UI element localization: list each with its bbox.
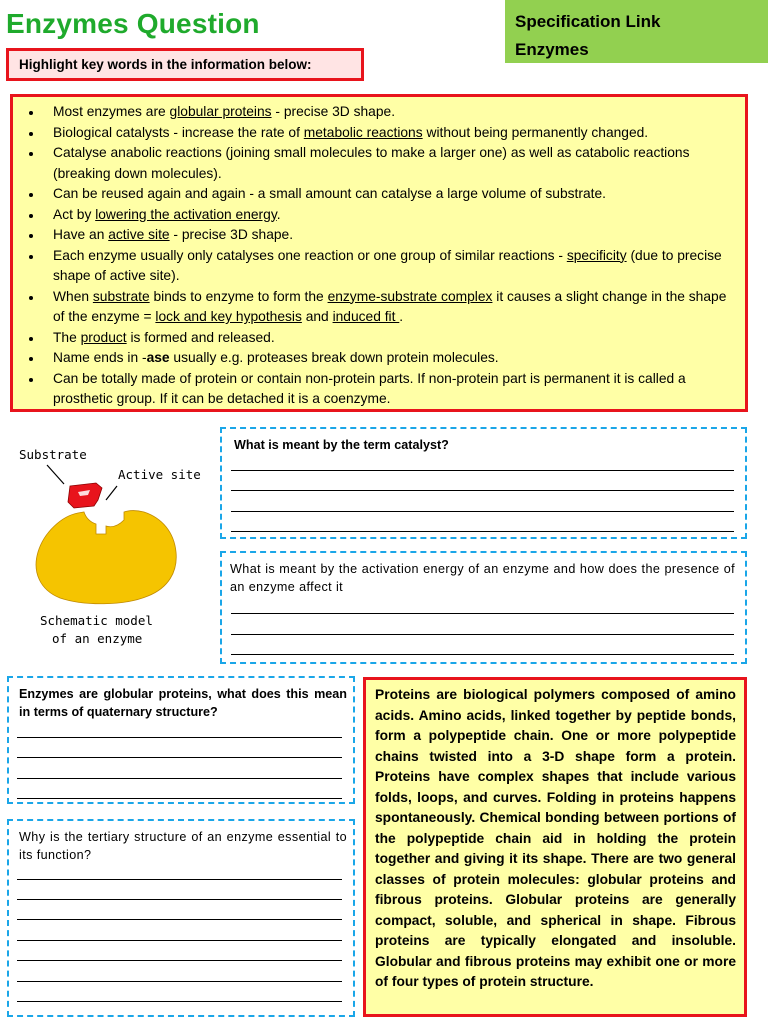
specification-link-box <box>505 0 768 63</box>
answer-line[interactable] <box>17 778 342 779</box>
substrate-pointer <box>47 465 64 484</box>
info-item <box>43 102 737 123</box>
info-item <box>43 205 737 226</box>
answer-line[interactable] <box>17 981 342 982</box>
info-text: it causes a slight change in the shape of the enzyme = <box>53 288 727 324</box>
substrate-label: Substrate <box>19 447 87 462</box>
info-text: Catalyse anabolic reactions (joining small molecules to make a larger one) as well as catabolic reactions (breaking down molecules). <box>53 145 690 181</box>
emphasised-text: ase <box>146 350 170 365</box>
question-quaternary-box <box>7 676 355 804</box>
info-text: binds to enzyme to form the <box>149 288 328 304</box>
active-site-pointer <box>106 486 117 500</box>
info-text: Each enzyme usually only catalyses one reaction or one group of similar reactions - <box>53 247 567 263</box>
key-term: product <box>80 329 127 345</box>
key-term: lowering the activation energy <box>95 206 277 222</box>
answer-line[interactable] <box>17 940 342 941</box>
key-term: specificity <box>566 247 627 263</box>
question-tertiary: Why is the tertiary structure of an enzyme essential to its function? <box>19 830 347 862</box>
info-item <box>43 143 737 184</box>
key-term: lock and key hypothesis <box>155 309 302 324</box>
info-text: - precise 3D shape. <box>169 227 294 242</box>
info-text: Can be totally made of protein or contain non-protein parts. If non-protein part is permanent it is called a prosthetic group. If it can be detached it is a coenzyme. <box>53 370 686 406</box>
info-text: Have an <box>53 227 109 242</box>
protein-information-box <box>363 677 747 1017</box>
info-text: When <box>53 288 93 304</box>
question-catalyst-box <box>220 427 747 539</box>
answer-line[interactable] <box>231 654 734 655</box>
answer-line[interactable] <box>231 511 734 512</box>
info-item <box>43 184 737 205</box>
question-quaternary: Enzymes are globular proteins, what does this mean in terms of quaternary structure? <box>19 687 347 719</box>
info-item <box>43 123 737 144</box>
answer-line[interactable] <box>17 757 342 758</box>
active-site-label: Active site <box>118 467 201 482</box>
info-item <box>43 328 737 349</box>
diagram-caption-line2: of an enzyme <box>52 631 143 646</box>
answer-line[interactable] <box>17 919 342 920</box>
answer-line[interactable] <box>231 531 734 532</box>
question-activation-energy: What is meant by the activation energy of an enzyme and how does the presence of an enzyme affect it <box>230 562 735 594</box>
key-information-box <box>10 94 748 412</box>
info-item <box>43 348 737 369</box>
question-catalyst: What is meant by the term catalyst? <box>234 438 449 452</box>
substrate-shape <box>68 483 102 508</box>
info-item <box>43 287 737 328</box>
info-text: Act by <box>53 206 96 222</box>
info-text: (due to precise shape of active site). <box>53 247 722 283</box>
info-item <box>43 246 737 287</box>
key-term: globular proteins <box>169 104 272 119</box>
protein-information-text: Proteins are biological polymers composed of amino acids. Amino acids, linked together by peptide bonds, form a polypeptide chain. One or more polypeptide chains twisted into a 3-D shape form a protein. Proteins have complex shapes that include various folds, loops, and curves. Folding in proteins happens spontaneously. Chemical bonding between portions of the polypeptide chain aid in holding the protein together and giving it its shape. There are two general classes of protein molecules: globular proteins and fibrous proteins. Globular proteins are generally compact, soluble, and spherical in shape. Fibrous proteins are typically elongated and insoluble. Globular and fibrous proteins may exhibit one or more of four types of protein structure. <box>375 687 736 989</box>
info-text: Name ends in - <box>53 350 147 365</box>
key-term: enzyme-substrate complex <box>327 288 493 304</box>
answer-line[interactable] <box>231 634 734 635</box>
info-text: without being permanently changed. <box>422 124 649 140</box>
info-text: usually e.g. proteases break down protein molecules. <box>169 350 499 365</box>
info-item <box>43 369 737 410</box>
key-term: active site <box>108 227 170 242</box>
answer-line[interactable] <box>17 737 342 738</box>
answer-line[interactable] <box>17 798 342 799</box>
answer-line[interactable] <box>231 490 734 491</box>
answer-line[interactable] <box>17 899 342 900</box>
page-title: Enzymes Question <box>6 8 260 39</box>
info-item <box>43 225 737 246</box>
info-text: The <box>53 329 81 345</box>
key-term: metabolic reactions <box>303 124 423 140</box>
question-activation-energy-box <box>220 551 747 664</box>
info-text: Can be reused again and again - a small amount can catalyse a large volume of substrate. <box>53 186 606 201</box>
instruction-box <box>6 48 364 81</box>
info-text: Most enzymes are <box>53 104 170 119</box>
instruction-text: Highlight key words in the information below: <box>19 57 312 72</box>
info-text: - precise 3D shape. <box>271 104 396 119</box>
answer-line[interactable] <box>17 960 342 961</box>
key-term: induced fit <box>332 309 400 324</box>
spec-link-topic: Enzymes <box>515 40 589 59</box>
info-text: Biological catalysts - increase the rate of <box>53 124 304 140</box>
spec-link-label: Specification Link <box>515 12 661 31</box>
answer-line[interactable] <box>17 1001 342 1002</box>
key-term: substrate <box>92 288 150 304</box>
question-tertiary-box <box>7 819 355 1017</box>
answer-line[interactable] <box>17 879 342 880</box>
diagram-caption-line1: Schematic model <box>40 613 153 628</box>
info-text: is formed and released. <box>126 329 275 345</box>
key-information-list <box>23 102 737 410</box>
enzyme-shape <box>36 511 176 604</box>
info-text: and <box>301 309 333 324</box>
answer-line[interactable] <box>231 470 734 471</box>
enzyme-diagram <box>14 440 214 650</box>
info-text: . <box>276 206 281 222</box>
answer-line[interactable] <box>231 613 734 614</box>
info-text: . <box>399 309 404 324</box>
